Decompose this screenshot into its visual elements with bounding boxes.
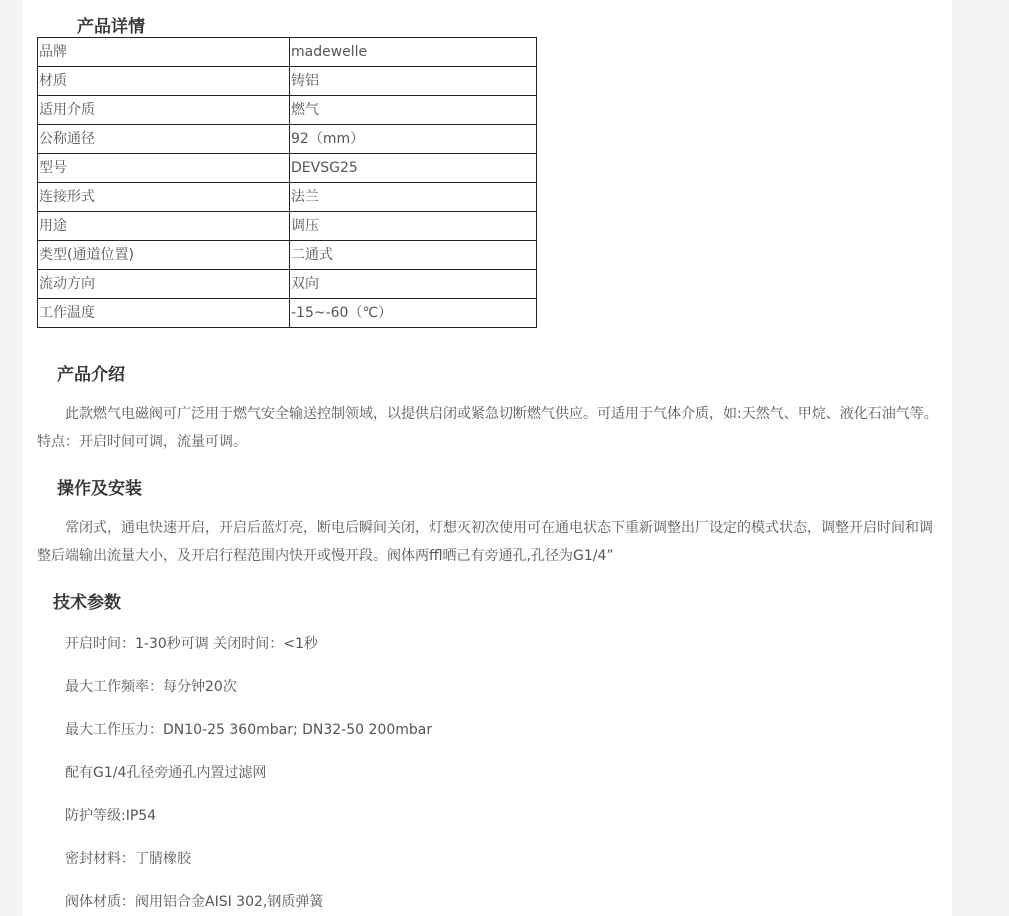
spec-value: 二通式	[290, 241, 537, 270]
param-item: 密封材料：丁腈橡胶	[65, 851, 191, 867]
intro-paragraph: 此款燃气电磁阀可广泛用于燃气安全输送控制领域，以提供启闭或紧急切断燃气供应。可适用于气体介质，如:天然气、甲烷、液化石油气等。特点：开启时间可调，流量可调。	[37, 406, 938, 450]
spec-table	[37, 37, 537, 328]
intro-title: 产品介绍	[57, 365, 125, 385]
spec-key: 适用介质	[38, 96, 290, 125]
spec-key: 用途	[38, 212, 290, 241]
spec-key: 流动方向	[38, 270, 290, 299]
param-item: 开启时间：1-30秒可调 关闭时间：<1秒	[65, 636, 318, 652]
spec-key: 连接形式	[38, 183, 290, 212]
spec-key: 品牌	[38, 38, 290, 67]
spec-key: 类型(通道位置)	[38, 241, 290, 270]
param-item: 防护等级:IP54	[65, 808, 157, 824]
spec-value: 92（mm）	[290, 125, 537, 154]
spec-key: 型号	[38, 154, 290, 183]
table-row	[38, 38, 537, 67]
table-row	[38, 154, 537, 183]
operation-paragraph: 常闭式，通电快速开启，开启后蓝灯亮，断电后瞬间关闭，灯想灭初次使用可在通电状态下重新调整出厂设定的模式状态，调整开启时间和调整后端输出流量大小，及开启行程范围内快开或慢开段。阀体两ffl晒己有旁通孔,孔径为G1/4”	[37, 520, 933, 564]
table-row	[38, 270, 537, 299]
param-item: 最大工作压力：DN10-25 360mbar; DN32-50 200mbar	[65, 722, 433, 738]
tech-params-title: 技术参数	[53, 593, 121, 613]
param-item: 最大工作频率：每分钟20次	[65, 679, 237, 695]
spec-value: DEVSG25	[290, 154, 537, 183]
product-detail-title: 产品详情	[77, 17, 145, 37]
spec-value: -15~-60（℃）	[290, 299, 537, 328]
table-row	[38, 212, 537, 241]
param-item: 阀体材质：阀用铝合金AISI 302,钢质弹簧	[65, 894, 324, 910]
table-row	[38, 299, 537, 328]
table-row	[38, 67, 537, 96]
spec-value: 铸铝	[290, 67, 537, 96]
spec-value: 调压	[290, 212, 537, 241]
table-row	[38, 241, 537, 270]
table-row	[38, 96, 537, 125]
spec-value: 燃气	[290, 96, 537, 125]
spec-key: 材质	[38, 67, 290, 96]
param-item: 配有G1/4孔径旁通孔内置过滤网	[65, 765, 267, 781]
table-row	[38, 125, 537, 154]
operation-title: 操作及安装	[57, 479, 142, 499]
table-row	[38, 183, 537, 212]
spec-value: madewelle	[290, 38, 537, 67]
spec-value: 法兰	[290, 183, 537, 212]
spec-key: 公称通径	[38, 125, 290, 154]
spec-value: 双向	[290, 270, 537, 299]
spec-key: 工作温度	[38, 299, 290, 328]
